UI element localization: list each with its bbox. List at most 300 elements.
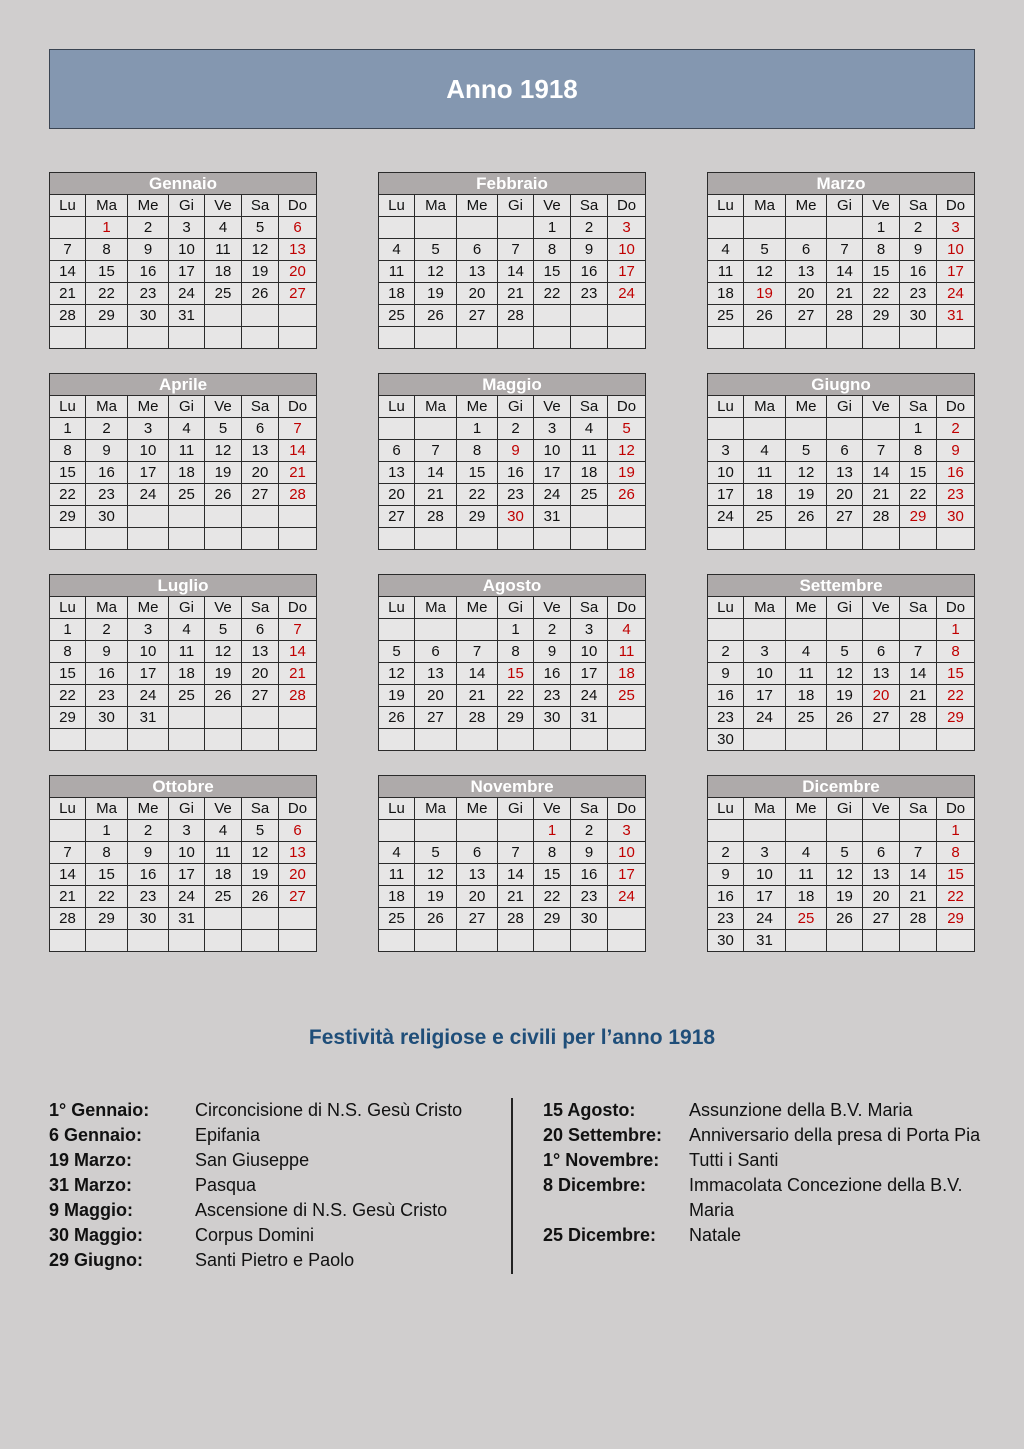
month-novembre: [378, 775, 645, 952]
month-gennaio: [49, 172, 316, 349]
day-cell: 11: [786, 864, 827, 886]
day-cell: 25: [205, 886, 242, 908]
title-banner: [49, 49, 975, 129]
holiday-entry: [543, 1148, 983, 1173]
holiday-name: Natale: [689, 1225, 742, 1245]
weekday-header: Sa: [242, 195, 279, 217]
month-name: Ottobre: [50, 776, 317, 798]
day-cell: 15: [534, 261, 571, 283]
weekday-header: Gi: [169, 597, 205, 619]
day-cell: 9: [128, 842, 169, 864]
day-cell: 20: [379, 484, 415, 506]
day-cell: [708, 418, 744, 440]
day-cell: [534, 327, 571, 349]
month-aprile: [49, 373, 316, 550]
day-cell: 12: [415, 864, 457, 886]
day-cell: 4: [379, 239, 415, 261]
day-cell: 7: [863, 440, 900, 462]
weekday-header: Ve: [534, 597, 571, 619]
day-cell: 28: [279, 685, 317, 707]
day-cell: [379, 820, 415, 842]
day-cell: 20: [242, 462, 279, 484]
day-cell: 3: [169, 820, 205, 842]
day-cell: 13: [242, 440, 279, 462]
day-cell: 9: [708, 663, 744, 685]
day-cell: [863, 729, 900, 751]
day-cell: [608, 528, 646, 550]
weekday-header: Gi: [498, 798, 534, 820]
weekday-header: Do: [279, 195, 317, 217]
holiday-entry: [49, 1098, 489, 1123]
day-cell: [205, 528, 242, 550]
day-cell: [744, 619, 786, 641]
weekday-header: Sa: [571, 798, 608, 820]
day-cell: 11: [205, 239, 242, 261]
day-cell: 8: [457, 440, 498, 462]
day-cell: 25: [786, 707, 827, 729]
weekday-header: Lu: [379, 396, 415, 418]
day-cell: 11: [169, 440, 205, 462]
day-cell: [571, 729, 608, 751]
day-cell: 6: [457, 842, 498, 864]
day-cell: 11: [205, 842, 242, 864]
day-cell: 11: [708, 261, 744, 283]
day-cell: 21: [457, 685, 498, 707]
weekday-header: Gi: [169, 396, 205, 418]
day-cell: 8: [86, 239, 128, 261]
holiday-name: San Giuseppe: [195, 1150, 310, 1170]
day-cell: 30: [534, 707, 571, 729]
weekday-header: Lu: [708, 195, 744, 217]
day-cell: 14: [279, 440, 317, 462]
day-cell: 25: [744, 506, 786, 528]
day-cell: 16: [708, 685, 744, 707]
holiday-entry: [49, 1198, 489, 1223]
day-cell: 12: [608, 440, 646, 462]
weekday-header: Me: [457, 396, 498, 418]
day-cell: 30: [128, 908, 169, 930]
holiday-name: Circoncisione di N.S. Gesù Cristo: [195, 1100, 463, 1120]
day-cell: 6: [242, 418, 279, 440]
day-cell: [205, 908, 242, 930]
day-cell: 22: [498, 685, 534, 707]
weekday-header: Do: [608, 597, 646, 619]
day-cell: 9: [900, 239, 937, 261]
day-cell: 27: [827, 506, 863, 528]
day-cell: [827, 418, 863, 440]
day-cell: 31: [169, 305, 205, 327]
weekday-header: Lu: [708, 396, 744, 418]
day-cell: 17: [128, 663, 169, 685]
day-cell: [242, 729, 279, 751]
day-cell: [608, 908, 646, 930]
holiday-name: Epifania: [195, 1125, 261, 1145]
weekday-header: Ma: [415, 396, 457, 418]
day-cell: 13: [827, 462, 863, 484]
day-cell: [128, 506, 169, 528]
day-cell: 31: [169, 908, 205, 930]
day-cell: 24: [608, 283, 646, 305]
day-cell: 10: [937, 239, 975, 261]
day-cell: 12: [786, 462, 827, 484]
day-cell: 25: [205, 283, 242, 305]
day-cell: [169, 506, 205, 528]
day-cell: 6: [279, 820, 317, 842]
day-cell: 7: [457, 641, 498, 663]
day-cell: [498, 729, 534, 751]
day-cell: 29: [937, 908, 975, 930]
day-cell: 8: [534, 239, 571, 261]
day-cell: 26: [744, 305, 786, 327]
weekday-header: Do: [608, 798, 646, 820]
day-cell: [608, 305, 646, 327]
day-cell: 22: [937, 886, 975, 908]
day-cell: 5: [242, 820, 279, 842]
day-cell: 15: [86, 261, 128, 283]
day-cell: [457, 729, 498, 751]
day-cell: [379, 528, 415, 550]
day-cell: 12: [744, 261, 786, 283]
day-cell: 19: [205, 663, 242, 685]
day-cell: [708, 528, 744, 550]
day-cell: 22: [900, 484, 937, 506]
day-cell: 1: [498, 619, 534, 641]
day-cell: 18: [571, 462, 608, 484]
day-cell: [900, 930, 937, 952]
weekday-header: Do: [279, 597, 317, 619]
weekday-header: Do: [937, 195, 975, 217]
day-cell: [498, 217, 534, 239]
holiday-date: 1° Gennaio:: [49, 1100, 150, 1120]
day-cell: 5: [415, 239, 457, 261]
day-cell: 31: [128, 707, 169, 729]
day-cell: 27: [863, 707, 900, 729]
day-cell: 22: [50, 685, 86, 707]
day-cell: 15: [498, 663, 534, 685]
day-cell: 26: [827, 908, 863, 930]
day-cell: 23: [498, 484, 534, 506]
day-cell: 21: [415, 484, 457, 506]
day-cell: [571, 930, 608, 952]
day-cell: 4: [379, 842, 415, 864]
day-cell: 12: [827, 663, 863, 685]
day-cell: 30: [708, 729, 744, 751]
month-giugno: [707, 373, 974, 550]
day-cell: 13: [242, 641, 279, 663]
day-cell: 20: [279, 261, 317, 283]
day-cell: 2: [708, 641, 744, 663]
day-cell: 11: [744, 462, 786, 484]
day-cell: [900, 528, 937, 550]
day-cell: 16: [86, 462, 128, 484]
weekday-header: Me: [457, 798, 498, 820]
day-cell: 26: [415, 305, 457, 327]
weekday-header: Lu: [379, 195, 415, 217]
day-cell: 8: [50, 440, 86, 462]
day-cell: 15: [86, 864, 128, 886]
day-cell: 5: [744, 239, 786, 261]
day-cell: 26: [242, 886, 279, 908]
weekday-header: Sa: [571, 195, 608, 217]
day-cell: 22: [86, 283, 128, 305]
day-cell: 2: [571, 217, 608, 239]
holiday-name: Assunzione della B.V. Maria: [689, 1100, 913, 1120]
day-cell: 8: [900, 440, 937, 462]
day-cell: 13: [279, 239, 317, 261]
weekday-header: Ma: [744, 597, 786, 619]
day-cell: 6: [379, 440, 415, 462]
day-cell: 27: [457, 305, 498, 327]
day-cell: 14: [498, 864, 534, 886]
day-cell: [242, 707, 279, 729]
day-cell: 8: [50, 641, 86, 663]
day-cell: [50, 930, 86, 952]
day-cell: 28: [498, 305, 534, 327]
weekday-header: Ve: [534, 195, 571, 217]
day-cell: 16: [128, 864, 169, 886]
day-cell: 4: [169, 418, 205, 440]
day-cell: [863, 820, 900, 842]
day-cell: 12: [205, 641, 242, 663]
holiday-name: Santi Pietro e Paolo: [195, 1250, 355, 1270]
day-cell: [608, 729, 646, 751]
day-cell: [279, 707, 317, 729]
weekday-header: Gi: [498, 597, 534, 619]
day-cell: 18: [169, 663, 205, 685]
day-cell: [415, 729, 457, 751]
day-cell: [708, 217, 744, 239]
day-cell: 19: [415, 283, 457, 305]
holiday-date: 1° Novembre:: [543, 1150, 660, 1170]
month-luglio: [49, 574, 316, 751]
day-cell: [457, 327, 498, 349]
day-cell: [786, 528, 827, 550]
day-cell: 28: [415, 506, 457, 528]
day-cell: 10: [128, 440, 169, 462]
day-cell: 9: [128, 239, 169, 261]
weekday-header: Sa: [571, 396, 608, 418]
day-cell: 7: [498, 239, 534, 261]
day-cell: [169, 729, 205, 751]
day-cell: 28: [900, 707, 937, 729]
day-cell: [744, 528, 786, 550]
holiday-entry: [543, 1098, 983, 1123]
day-cell: 13: [863, 663, 900, 685]
holiday-name: Corpus Domini: [195, 1225, 315, 1245]
day-cell: [205, 729, 242, 751]
day-cell: 4: [708, 239, 744, 261]
day-cell: 17: [937, 261, 975, 283]
day-cell: [379, 619, 415, 641]
day-cell: 3: [608, 217, 646, 239]
day-cell: 12: [379, 663, 415, 685]
day-cell: 19: [242, 261, 279, 283]
day-cell: 1: [900, 418, 937, 440]
day-cell: 15: [50, 462, 86, 484]
weekday-header: Ma: [415, 195, 457, 217]
day-cell: 24: [128, 685, 169, 707]
day-cell: 19: [786, 484, 827, 506]
day-cell: [379, 729, 415, 751]
day-cell: 30: [708, 930, 744, 952]
day-cell: 15: [457, 462, 498, 484]
day-cell: 19: [608, 462, 646, 484]
day-cell: 18: [205, 261, 242, 283]
holiday-name: Tutti i Santi: [689, 1150, 779, 1170]
day-cell: 14: [50, 261, 86, 283]
day-cell: 14: [279, 641, 317, 663]
day-cell: [863, 930, 900, 952]
holiday-entry: [49, 1123, 489, 1148]
day-cell: 9: [571, 239, 608, 261]
day-cell: 29: [937, 707, 975, 729]
weekday-header: Do: [937, 597, 975, 619]
day-cell: [169, 327, 205, 349]
day-cell: 17: [708, 484, 744, 506]
day-cell: 20: [863, 685, 900, 707]
day-cell: 21: [498, 283, 534, 305]
weekday-header: Ma: [86, 798, 128, 820]
weekday-header: Lu: [50, 396, 86, 418]
day-cell: [86, 528, 128, 550]
day-cell: [827, 327, 863, 349]
day-cell: 13: [863, 864, 900, 886]
day-cell: 27: [863, 908, 900, 930]
day-cell: 17: [169, 261, 205, 283]
day-cell: [900, 327, 937, 349]
day-cell: [415, 327, 457, 349]
weekday-header: Lu: [50, 798, 86, 820]
day-cell: 6: [457, 239, 498, 261]
month-name: Agosto: [379, 575, 646, 597]
day-cell: 10: [169, 239, 205, 261]
day-cell: 29: [86, 305, 128, 327]
day-cell: [571, 305, 608, 327]
day-cell: 24: [169, 886, 205, 908]
holiday-entry: [49, 1248, 489, 1273]
weekday-header: Do: [279, 798, 317, 820]
day-cell: 8: [498, 641, 534, 663]
day-cell: 23: [571, 283, 608, 305]
weekday-header: Me: [786, 597, 827, 619]
day-cell: 4: [169, 619, 205, 641]
day-cell: 2: [534, 619, 571, 641]
day-cell: 9: [708, 864, 744, 886]
weekday-header: Me: [457, 195, 498, 217]
day-cell: 28: [50, 305, 86, 327]
day-cell: [205, 305, 242, 327]
day-cell: 26: [205, 484, 242, 506]
day-cell: 10: [708, 462, 744, 484]
day-cell: 14: [457, 663, 498, 685]
day-cell: 15: [50, 663, 86, 685]
day-cell: [744, 729, 786, 751]
day-cell: [379, 418, 415, 440]
day-cell: 2: [128, 217, 169, 239]
day-cell: 24: [608, 886, 646, 908]
day-cell: 24: [744, 707, 786, 729]
day-cell: [608, 506, 646, 528]
day-cell: 17: [744, 685, 786, 707]
weekday-header: Lu: [708, 597, 744, 619]
day-cell: [379, 930, 415, 952]
day-cell: 3: [937, 217, 975, 239]
holiday-date: 8 Dicembre:: [543, 1175, 647, 1195]
day-cell: 22: [937, 685, 975, 707]
weekday-header: Sa: [900, 396, 937, 418]
month-name: Luglio: [50, 575, 317, 597]
day-cell: [863, 327, 900, 349]
day-cell: 14: [900, 663, 937, 685]
day-cell: 31: [937, 305, 975, 327]
month-name: Novembre: [379, 776, 646, 798]
day-cell: [128, 327, 169, 349]
day-cell: 23: [128, 283, 169, 305]
day-cell: 28: [50, 908, 86, 930]
holidays-title: Festività religiose e civili per l’anno 1918: [308, 1026, 716, 1049]
month-dicembre: [707, 775, 974, 952]
day-cell: 13: [786, 261, 827, 283]
day-cell: 23: [708, 908, 744, 930]
holiday-date: 9 Maggio:: [49, 1200, 133, 1220]
day-cell: 16: [128, 261, 169, 283]
weekday-header: Ma: [86, 195, 128, 217]
day-cell: [415, 217, 457, 239]
day-cell: 24: [534, 484, 571, 506]
column-divider: [511, 1098, 513, 1274]
day-cell: 10: [128, 641, 169, 663]
day-cell: 21: [50, 283, 86, 305]
day-cell: 7: [900, 842, 937, 864]
day-cell: 20: [415, 685, 457, 707]
day-cell: 1: [50, 619, 86, 641]
weekday-header: Lu: [379, 597, 415, 619]
day-cell: 7: [279, 619, 317, 641]
day-cell: 22: [457, 484, 498, 506]
day-cell: 25: [608, 685, 646, 707]
weekday-header: Ve: [205, 597, 242, 619]
month-name: Dicembre: [708, 776, 975, 798]
day-cell: 11: [169, 641, 205, 663]
day-cell: 1: [863, 217, 900, 239]
day-cell: 29: [498, 707, 534, 729]
day-cell: 12: [827, 864, 863, 886]
day-cell: 2: [571, 820, 608, 842]
day-cell: 12: [205, 440, 242, 462]
day-cell: 28: [827, 305, 863, 327]
day-cell: [242, 327, 279, 349]
day-cell: 26: [827, 707, 863, 729]
day-cell: 24: [169, 283, 205, 305]
day-cell: 11: [786, 663, 827, 685]
weekday-header: Ve: [863, 195, 900, 217]
day-cell: 29: [50, 506, 86, 528]
day-cell: 29: [50, 707, 86, 729]
day-cell: [744, 327, 786, 349]
day-cell: 22: [534, 283, 571, 305]
day-cell: [863, 418, 900, 440]
day-cell: 24: [571, 685, 608, 707]
day-cell: [169, 707, 205, 729]
day-cell: 27: [279, 283, 317, 305]
day-cell: 21: [900, 886, 937, 908]
day-cell: [498, 327, 534, 349]
weekday-header: Ve: [205, 396, 242, 418]
weekday-header: Gi: [827, 396, 863, 418]
day-cell: 2: [498, 418, 534, 440]
day-cell: [534, 930, 571, 952]
day-cell: 24: [708, 506, 744, 528]
